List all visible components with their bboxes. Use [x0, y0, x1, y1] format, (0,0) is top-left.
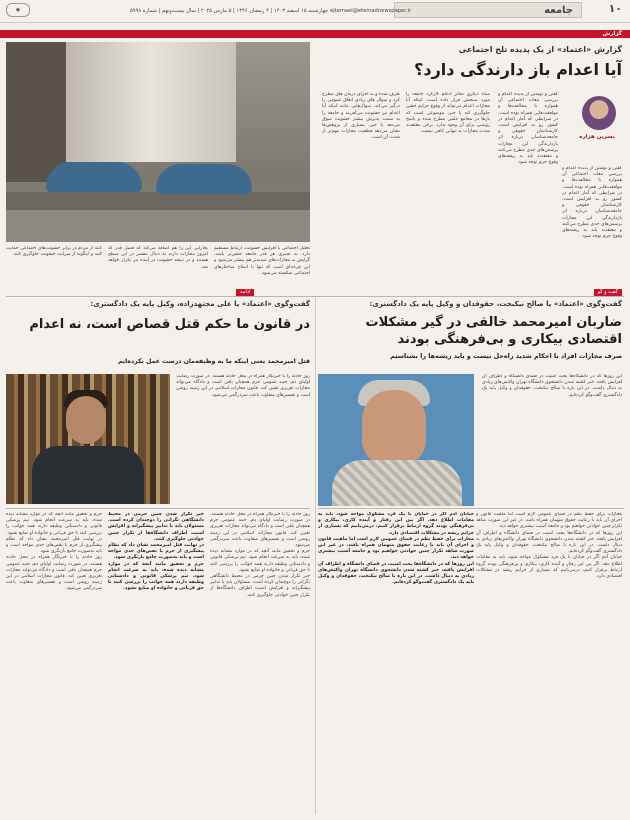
section-tab[interactable] — [394, 2, 582, 18]
newspaper-logo-icon: ◉ — [6, 3, 30, 17]
divider — [318, 508, 624, 509]
article3-column: خبر تکرار شدن چنین جرمی در محیط دانشگاهی نگرانی را دوچندان کرده است. مسئولان باید با تدابیر پیشگیرانه و افزایش امنیت اطراف دانشگاه‌ها از تکرار چنین حوادثی جلوگیری کنند. در نهایت قتل امیرمحمد نشان داد که نظام پیشگیری از جرم با نقص‌های جدی مواجه است و باید به‌صورت جامع بازنگری شود. جرم و تحقیق مانند آنچه که در موارد مشابه دیده شده، باید به سرعت انجام شود. تیم پزشکی قانونی و دادستانی وظیفه دارند همه جوانب را بررسی کنند تا حق قربانی و خانواده او ضایع نشود. — [108, 512, 204, 592]
article1-kicker: گزارش «اعتماد» از یک پدیده تلخ اجتماعی — [458, 45, 622, 54]
article2-column: خیابان آدم اگر در خیابان با یک فرد مشکوک مواجه شود، باید به مقامات اطلاع دهد. اگر بین این رفتار و آینده کاری، بیکاری و بی‌فرهنگی بودند گروه ارتباط برقرار کنیم، درمی‌یابیم که بسیاری از جرایم ریشه در مشکلات اقتصادی دارد. مجازات برای حفظ نظم در فضای عمومی لازم است اما ماهیت قانون و اجرای آن باید با رعایت حقوق متهمان همراه باشد. در غیر این صورت شاهد تکرار چنین حوادثی خواهیم بود و جامعه آسیب بیشتری خواهد دید. این روزها که در دانشگاه‌ها بحث امنیت در فضای دانشگاه و اطراف آن افزایش یافته، خبر کشته شدن دانشجوی دانشگاه تهران واکنش‌های زیادی به دنبال داشت. در این باره با صالح نیکبخت، حقوقدان و وکیل پایه یک دادگستری گفت‌وگو کرده‌ایم. — [318, 512, 474, 586]
article1-column: گفتن و نوشتن از پدیده اعدام و بررسی تبعات اجتماعی آن همواره با مخالفت‌ها و موافقت‌هایی همراه بوده است. در شرایطی که آمار اعدام در کشور رو به افزایش است، کارشناسان حقوقی و جامعه‌شناسان درباره اثر بازدارندگی این مجازات پرسش‌های جدی مطرح می‌کنند و معتقدند باید به ریشه‌های وقوع جرم توجه شود. — [498, 92, 558, 166]
article1-column: گفتن و نوشتن از پدیده اعدام و بررسی تبعات اجتماعی آن همواره با مخالفت‌ها و موافقت‌هایی همراه بوده است. در شرایطی که آمار اعدام در کشور رو به افزایش است، کارشناسان حقوقی و جامعه‌شناسان درباره اثر بازدارندگی این مجازات پرسش‌های جدی مطرح می‌کنند و معتقدند باید به ریشه‌های وقوع جرم توجه شود. — [562, 166, 622, 240]
section-label: جامعه — [544, 5, 573, 16]
article3-column: روز حادثه را با خبرنگار همراه در محل حادثه هستند. در صورت رضایت اولیای دم، جنبه عمومی جرم همچنان باقی است و دادگاه می‌تواند مجازات تعزیری تعیین کند. قانون مجازات اسلامی در این زمینه روشن است و تفسیرهای متفاوت باعث سردرگمی می‌شود. جرم و تحقیق مانند آنچه که در موارد مشابه دیده شده، باید به سرعت انجام شود. تیم پزشکی قانونی و دادستانی وظیفه دارند همه جوانب را بررسی کنند تا حق قربانی و خانواده او ضایع نشود. خبر تکرار شدن چنین جرمی در محیط دانشگاهی نگرانی را دوچندان کرده است. مسئولان باید با تدابیر پیشگیرانه و افزایش امنیت اطراف دانشگاه‌ها از تکرار چنین حوادثی جلوگیری کنند. — [210, 512, 310, 598]
article1-title[interactable]: آیا اعدام باز دارندگی دارد؟ — [414, 60, 622, 79]
divider — [6, 508, 310, 509]
article2-column: این روزها که در دانشگاه‌ها بحث امنیت در فضای دانشگاه و اطراف آن افزایش یافته، خبر کشته شدن دانشجوی دانشگاه تهران واکنش‌های زیادی به دنبال داشت. در این باره با صالح نیکبخت، حقوقدان و وکیل پایه یک دادگستری گفت‌وگو کرده‌ایم. — [482, 374, 622, 398]
article3-kicker: گفت‌وگوی «اعتماد» با علی مجتهدزاده، وکیل پایه یک دادگستری: — [90, 300, 310, 308]
article2-title[interactable]: ضاربان امیرمحمد خالقی در گیر مشکلات اقتصادی بیکاری و بی‌فرهنگی بودند — [365, 315, 622, 347]
continue-tag: گفت و گو — [594, 289, 622, 296]
report-band — [0, 30, 630, 38]
divider — [6, 296, 624, 297]
article3-column: روز حادثه را با خبرنگار همراه در محل حادثه هستند. در صورت رضایت اولیای دم، جنبه عمومی جرم همچنان باقی است و دادگاه می‌تواند مجازات تعزیری تعیین کند. قانون مجازات اسلامی در این زمینه روشن است و تفسیرهای متفاوت باعث سردرگمی می‌شود. — [176, 374, 310, 398]
article1-photo — [6, 42, 310, 242]
page-header — [0, 0, 630, 23]
article3-subtitle: قتل امیرمحمد یعنی اینکه ما به وظیفه‌مان درست عمل نکرده‌ایم — [118, 358, 310, 365]
article1-column: ستاد دیگری دفاتر ادغام کارکرد جامعه را مورد سنجش قرار داده است. اینکه آیا مجازات اعدام می‌تواند از وقوع جرایم خشن جلوگیری کند یا خیر، موضوعی است که بارها در مجامع علمی مطرح شده و پاسخ روشنی برای آن وجود ندارد. برخی معتقدند شدت مجازات به تنهایی کافی نیست. — [406, 92, 490, 135]
date-line: چهارشنبه ۱۵ اسفند ۱۴۰۳ | ۴ رمضان ۱۴۴۶ | ۵ مارس ۲۰۲۵ | سال بیست‌ونهم | شماره ۵۹۹۸ — [130, 8, 329, 14]
divider — [315, 298, 316, 814]
continue-tag: ادامه — [236, 289, 254, 296]
article1-column: بخارایی این را هم اضافه می‌کند که فضل قدر که امروز مجازات دارند به دنبال مقصر در این سطح هستند و در نتیجه خشونت در آینده نیز تکرار خواهد شد. — [108, 246, 208, 270]
article1-column: کنند از مردم در برابر خشونت‌های اجتماعی حمایت کنند و اینگونه از سرایت خشونت جلوگیری کنند. — [6, 246, 102, 258]
author-avatar — [582, 96, 616, 130]
article2-subtitle: صرف مجازات افراد با احکام شدید راه‌حل نیست و باید ریشه‌ها را بشناسیم — [390, 352, 622, 360]
article1-column: تحلیل اجتماعی با افزایش خشونت، ارتباط مستقیم دارد. به تعبیری هر قدر جامعه خشن‌تر باشد، گرایش به مجازات‌های شدیدتر هم بیشتر می‌شود و این چرخه‌ای است که تنها با اصلاح ساختارهای اجتماعی شکسته می‌شود. — [214, 246, 310, 276]
section-email[interactable]: ejtemaei@etemadnewspaper.ir — [330, 8, 412, 14]
report-band-label: گزارش — [602, 31, 622, 37]
article2-kicker: گفت‌وگوی «اعتماد» با صالح نیکبخت، حقوقدان و وکیل پایه یک دادگستری: — [369, 300, 622, 308]
article3-photo — [6, 374, 170, 504]
article2-column: مجازات برای حفظ نظم در فضای عمومی لازم است اما ماهیت قانون و اجرای آن باید با رعایت حقوق متهمان همراه باشد. در غیر این صورت شاهد تکرار چنین حوادثی خواهیم بود و جامعه آسیب بیشتری خواهد دید. این روزها که در دانشگاه‌ها بحث امنیت در فضای دانشگاه و اطراف آن افزایش یافته، خبر کشته شدن دانشجوی دانشگاه تهران واکنش‌های زیادی به دنبال داشت. در این باره با صالح نیکبخت، حقوقدان و وکیل پایه یک دادگستری گفت‌وگو کرده‌ایم. خیابان آدم اگر در خیابان با یک فرد مشکوک مواجه شود، باید به مقامات اطلاع دهد. اگر بین این رفتار و آینده کاری، بیکاری و بی‌فرهنگی بودند گروه ارتباط برقرار کنیم، درمی‌یابیم که بسیاری از جرایم ریشه در مشکلات اقتصادی دارد. — [476, 512, 622, 580]
article3-title[interactable]: در قانون ما حکم قتل قصاص است، نه اعدام — [29, 317, 310, 332]
article1-column: طرف شده و به اجرای درمان های مطرح کرد و سوال های زیادی اتفاق عمومی را درگیر می‌کند. سوال‌هایی مانند اینکه آیا اعدام نیز خشونت می‌آفریند و جامعه را به سمت پذیرش بیشتر خشونت سوق می‌دهد یا خیر. بسیاری از پژوهش‌ها نشان می‌دهد قطعیت مجازات مهم‌تر از شدت آن است. — [322, 92, 400, 141]
article2-photo — [318, 374, 474, 506]
article3-column: جرم و تحقیق مانند آنچه که در موارد مشابه دیده شده، باید به سرعت انجام شود. تیم پزشکی قانونی و دادستانی وظیفه دارند همه جوانب را بررسی کنند تا حق قربانی و خانواده او ضایع نشود. در نهایت قتل امیرمحمد نشان داد که نظام پیشگیری از جرم با نقص‌های جدی مواجه است و باید به‌صورت جامع بازنگری شود. روز حادثه را با خبرنگار همراه در محل حادثه هستند. در صورت رضایت اولیای دم، جنبه عمومی جرم همچنان باقی است و دادگاه می‌تواند مجازات تعزیری تعیین کند. قانون مجازات اسلامی در این زمینه روشن است و تفسیرهای متفاوت باعث سردرگمی می‌شود. — [6, 512, 102, 592]
article1-author: نسرین هزاره — [579, 134, 615, 140]
page-number: ۱۰ — [608, 2, 622, 15]
